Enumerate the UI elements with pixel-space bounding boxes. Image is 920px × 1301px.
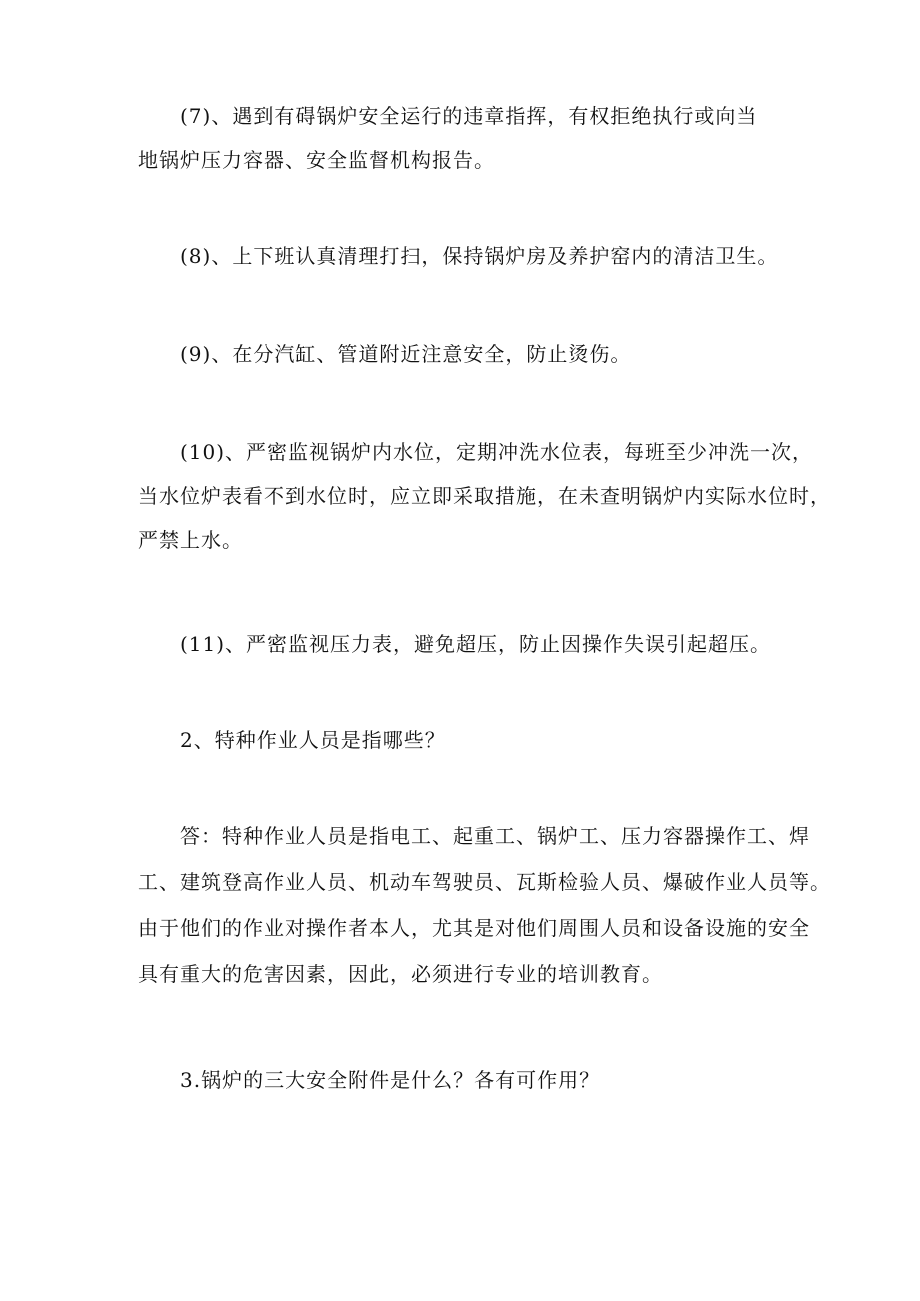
text-line: 2、特种作业人员是指哪些？ <box>180 728 446 752</box>
text-line: 当水位炉表看不到水位时，应立即采取措施，在未查明锅炉内实际水位时， <box>138 484 831 508</box>
text-line: (8)、上下班认真清理打扫，保持锅炉房及养护窑内的清洁卫生。 <box>180 244 779 268</box>
text-line: (11)、严密监视压力表，避免超压，防止因操作失误引起超压。 <box>180 632 772 656</box>
paragraph-item-11 <box>138 626 798 662</box>
text-line: (10)、严密监视锅炉内水位，定期冲洗水位表，每班至少冲洗一次， <box>180 440 814 464</box>
text-line: 地锅炉压力容器、安全监督机构报告。 <box>138 148 495 172</box>
question-heading-2 <box>138 722 798 758</box>
paragraph-item-9 <box>138 336 798 372</box>
text-line: 由于他们的作业对操作者本人，尤其是对他们周围人员和设备设施的安全 <box>138 916 810 940</box>
text-line: 答：特种作业人员是指电工、起重工、锅炉工、压力容器操作工、焊 <box>180 824 810 848</box>
paragraph-item-8 <box>138 238 798 274</box>
answer-paragraph-2 <box>138 818 831 992</box>
question-heading-3 <box>138 1062 798 1098</box>
paragraph-item-7 <box>138 98 798 178</box>
text-line: 具有重大的危害因素，因此，必须进行专业的培训教育。 <box>138 962 663 986</box>
text-line: (9)、在分汽缸、管道附近注意安全，防止烫伤。 <box>180 342 632 366</box>
text-line: 3.锅炉的三大安全附件是什么？各有可作用？ <box>180 1068 601 1092</box>
text-line: (7)、遇到有碍锅炉安全运行的违章指挥，有权拒绝执行或向当 <box>180 104 758 128</box>
text-line: 严禁上水。 <box>138 528 243 552</box>
paragraph-item-10 <box>138 434 831 558</box>
text-line: 工、建筑登高作业人员、机动车驾驶员、瓦斯检验人员、爆破作业人员等。 <box>138 870 831 894</box>
